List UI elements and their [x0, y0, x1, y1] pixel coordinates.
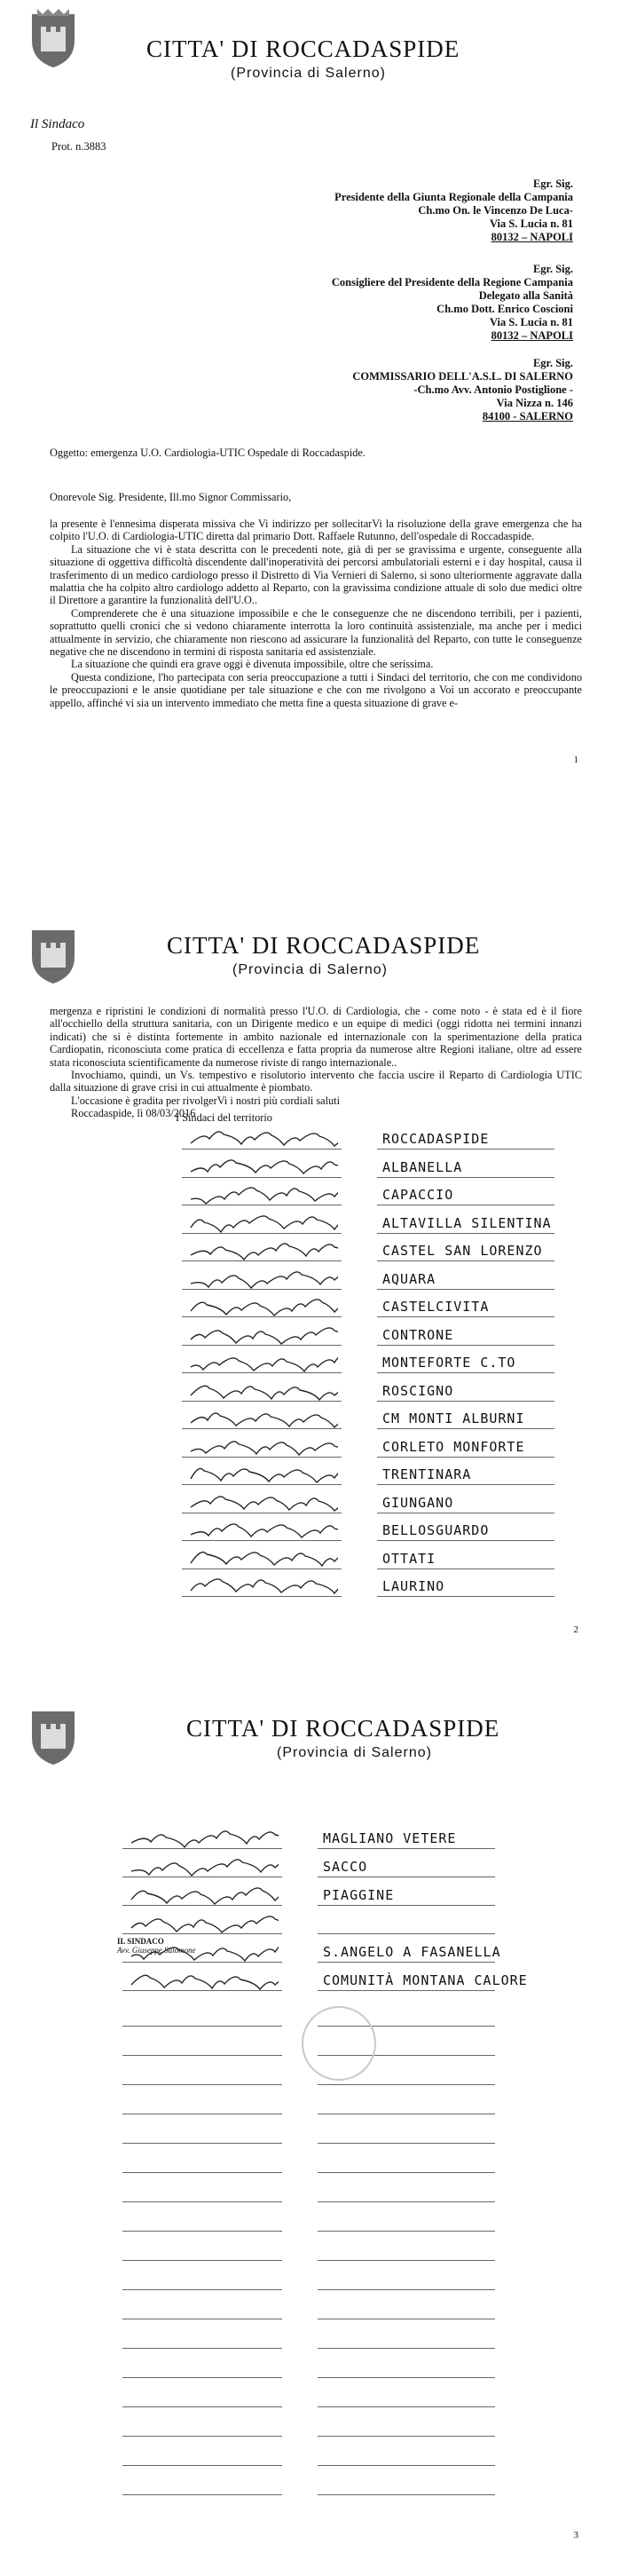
town-name: LAURINO — [382, 1578, 445, 1594]
signature-row — [122, 1971, 528, 1995]
handwritten-signature-icon — [187, 1409, 338, 1432]
page-3 — [0, 1704, 621, 2565]
town-line — [318, 2465, 495, 2466]
town-name: CASTELCIVITA — [382, 1299, 490, 1315]
signature-line — [122, 2084, 282, 2085]
signature-row — [182, 1353, 554, 1378]
letter-body-page-1: la presente è l'ennesima disperata missiva che Vi indirizzo per sollecitarVi la risoluzione della grave emergenza che ha colpito l'U.O. di Cardiologia-UTIC diretta dal primario Dott. Raffaele Rutunno, dell'ospedale di Roccadaspide. La situazione che vi è stata descritta con le precedenti note, già di per se gravissima e urgente, conseguente alla situazione di oggettiva difficoltà discendente dall'inoperatività dei percorsi ambulatoriali esterni e i day hospital, causa il trasferimento di un medico cardiologo presso il Distretto di Via Vernieri di Salerno, si sono ulteriormente aggravate dalla malattia che ha colpito altro cardiologo addetto al Reparto, con la gravissima condizione attuale di solo due medici oltre il Direttore a garantire la funzionalità dell'U.O.. Comprenderete che è una situazione impossibile e che le conseguenze che ne discendono terribili, per i pazienti, soprattutto quelli cronici che si vedono chiaramente interrotta la loro continuità assistenziale, ma anche per i medici attualmente in servizio, che chiaramente non riescono ad assicurare la funzionalità del Reparto, con tutte le conseguenze negative che ne discendono in termini di risposta sanitaria ed assistenziale. La situazione che quindi era grave oggi è divenuta impossibile, oltre che serissima. Questa condizione, l'ho partecipata con seria preoccupazione a tutti i Sindaci del territorio, che con me condividono le preoccupazioni e le ansie quotidiane per tale situazione e che con me rivolgono a Voi un accorato e preoccupante appello, affinché vi sia un intervento immediato che metta fine a questa situazione di grave e- — [50, 518, 582, 709]
handwritten-signature-icon — [187, 1381, 338, 1404]
town-line — [318, 1848, 495, 1849]
handwritten-signature-icon — [187, 1493, 338, 1516]
empty-signature-row — [122, 2299, 495, 2324]
handwritten-signature-icon — [187, 1437, 338, 1460]
letterhead-subtitle: (Provincia di Salerno) — [277, 1745, 432, 1760]
empty-signature-row — [122, 2240, 495, 2265]
page-number: 3 — [573, 2530, 578, 2540]
town-name: CAPACCIO — [382, 1187, 454, 1203]
town-line — [377, 1345, 554, 1346]
town-name: SACCO — [323, 1859, 368, 1875]
signature-line — [122, 2172, 282, 2173]
signature-row — [122, 1857, 495, 1882]
town-line — [318, 2494, 495, 2495]
town-name: BELLOSGUARDO — [382, 1522, 490, 1538]
empty-signature-row — [122, 2065, 495, 2090]
town-line — [377, 1401, 554, 1402]
handwritten-signature-icon — [187, 1353, 338, 1376]
signature-row — [182, 1297, 554, 1322]
handwritten-signature-icon — [187, 1576, 338, 1600]
town-name: MONTEFORTE C.TO — [382, 1355, 516, 1371]
town-line — [318, 2348, 495, 2349]
letterhead-subtitle: (Provincia di Salerno) — [231, 66, 386, 81]
town-line — [318, 2143, 495, 2144]
town-line — [377, 1372, 554, 1373]
empty-signature-row — [122, 2358, 495, 2382]
empty-signature-row — [122, 2475, 495, 2500]
handwritten-signature-icon — [187, 1465, 338, 1488]
signature-line — [122, 2055, 282, 2056]
signature-line — [122, 2377, 282, 2378]
empty-signature-row — [122, 2182, 495, 2207]
signature-line — [122, 2231, 282, 2232]
town-name: ALTAVILLA SILENTINA — [382, 1214, 552, 1231]
signature-row — [182, 1465, 554, 1489]
signature-row — [182, 1381, 554, 1406]
page-number: 2 — [573, 1624, 578, 1635]
handwritten-signature-icon — [187, 1549, 338, 1572]
town-line — [377, 1596, 554, 1597]
signature-row — [182, 1549, 554, 1574]
handwritten-signature-icon — [187, 1521, 338, 1544]
sindaco-label: Il Sindaco — [30, 117, 85, 131]
signature-row — [182, 1158, 554, 1182]
empty-signature-row — [122, 2094, 495, 2119]
town-name: PIAGGINE — [323, 1887, 395, 1903]
signature-row — [182, 1213, 554, 1238]
town-name: COMUNITÀ MONTANA CALORE — [323, 1972, 528, 1988]
handwritten-signature-icon — [128, 1829, 279, 1852]
signature-line — [122, 2348, 282, 2349]
empty-signature-row — [122, 2328, 495, 2353]
handwritten-signature-icon — [187, 1158, 338, 1181]
recipient-2: Egr. Sig. Consigliere del Presidente della Regione Campania Delegato alla Sanità Ch.mo Dott. Enrico Coscioni Via S. Lucia n. 81 80132 – NAPOLI — [331, 263, 573, 342]
signature-row — [182, 1493, 554, 1518]
town-name: CONTRONE — [382, 1326, 454, 1343]
town-crest-icon — [27, 1704, 80, 1766]
town-line — [377, 1149, 554, 1150]
mayors-heading: I Sindaci del territorio — [176, 1111, 272, 1124]
signature-line — [122, 2406, 282, 2407]
town-line — [377, 1484, 554, 1485]
letter-subject: Oggetto: emergenza U.O. Cardiologia-UTIC Ospedale di Roccadaspide. — [50, 446, 366, 459]
town-name: ROSCIGNO — [382, 1382, 454, 1399]
town-name: ALBANELLA — [382, 1158, 463, 1175]
page-2 — [0, 923, 621, 1651]
letterhead-title: CITTA' DI ROCCADASPIDE — [186, 1715, 500, 1742]
page-number: 1 — [573, 755, 578, 765]
town-line — [318, 2260, 495, 2261]
town-crest-icon — [27, 7, 80, 69]
signature-line — [122, 2436, 282, 2437]
signature-row — [182, 1269, 554, 1294]
empty-signature-row — [122, 2153, 495, 2177]
town-line — [377, 1289, 554, 1290]
page-1 — [0, 0, 621, 799]
letterhead-title: CITTA' DI ROCCADASPIDE — [167, 932, 481, 959]
signature-row — [122, 1829, 495, 1853]
signature-row — [182, 1325, 554, 1350]
signature-row — [182, 1241, 554, 1266]
signature-row — [122, 1914, 495, 1939]
signature-line — [122, 2465, 282, 2466]
town-line — [377, 1177, 554, 1178]
handwritten-signature-icon — [187, 1213, 338, 1237]
empty-signature-row — [122, 2446, 495, 2470]
town-line — [318, 2377, 495, 2378]
handwritten-signature-icon — [187, 1269, 338, 1292]
signature-line — [122, 2260, 282, 2261]
town-line — [377, 1233, 554, 1234]
town-line — [377, 1457, 554, 1458]
town-name: ROCCADASPIDE — [382, 1131, 490, 1147]
signature-line — [122, 2201, 282, 2202]
town-name: MAGLIANO VETERE — [323, 1830, 457, 1846]
handwritten-signature-icon — [187, 1325, 338, 1348]
town-line — [318, 2436, 495, 2437]
empty-signature-row — [122, 2211, 495, 2236]
town-line — [318, 1962, 495, 1963]
town-name: CORLETO MONFORTE — [382, 1438, 525, 1455]
municipal-seal-icon — [302, 2006, 376, 2081]
town-name: GIUNGANO — [382, 1494, 454, 1511]
signature-row — [182, 1576, 554, 1601]
handwritten-signature-icon — [128, 1914, 279, 1937]
signature-row — [182, 1437, 554, 1462]
recipient-1: Egr. Sig. Presidente della Giunta Regionale della Campania Ch.mo On. le Vincenzo De Luca- Via S. Lucia n. 81 80132 – NAPOLI — [334, 178, 573, 243]
empty-signature-row — [122, 2387, 495, 2412]
handwritten-signature-icon — [187, 1297, 338, 1320]
handwritten-signature-icon — [187, 1241, 338, 1264]
town-line — [318, 2084, 495, 2085]
handwritten-signature-icon — [128, 1857, 279, 1880]
signature-row — [182, 1521, 554, 1545]
town-line — [318, 1905, 495, 1906]
empty-signature-row — [122, 2416, 495, 2441]
letterhead-title: CITTA' DI ROCCADASPIDE — [146, 36, 460, 62]
signature-line — [122, 2026, 282, 2027]
sindaco-stamp: IL SINDACO Avv. Giuseppe Salomone — [117, 1937, 196, 1955]
signature-row — [182, 1409, 554, 1434]
town-name: CASTEL SAN LORENZO — [382, 1243, 543, 1259]
town-name: AQUARA — [382, 1270, 436, 1287]
town-name: CM MONTI ALBURNI — [382, 1410, 525, 1426]
town-line — [318, 2231, 495, 2232]
town-line — [377, 1316, 554, 1317]
handwritten-signature-icon — [187, 1129, 338, 1152]
town-crest-icon — [27, 923, 80, 985]
town-line — [318, 1933, 495, 1934]
letter-salutation: Onorevole Sig. Presidente, Ill.mo Signor Commissario, — [50, 491, 292, 503]
empty-signature-row — [122, 2123, 495, 2148]
town-line — [377, 1260, 554, 1261]
signature-row — [182, 1185, 554, 1210]
empty-signature-row — [122, 2270, 495, 2295]
letterhead-subtitle: (Provincia di Salerno) — [232, 962, 388, 977]
town-name: OTTATI — [382, 1550, 436, 1567]
handwritten-signature-icon — [128, 1885, 279, 1908]
signature-row — [122, 1885, 495, 1910]
town-line — [318, 2201, 495, 2202]
signature-line — [122, 2143, 282, 2144]
town-line — [318, 2172, 495, 2173]
recipient-3: Egr. Sig. COMMISSARIO DELL'A.S.L. DI SALERNO -Ch.mo Avv. Antonio Postiglione - Via Nizza n. 146 84100 - SALERNO — [352, 357, 573, 423]
handwritten-signature-icon — [128, 1971, 279, 1994]
town-line — [377, 1540, 554, 1541]
town-line — [377, 1428, 554, 1429]
town-name: TRENTINARA — [382, 1466, 472, 1482]
town-line — [318, 1990, 495, 1991]
signature-line — [122, 2494, 282, 2495]
protocol-number: Prot. n.3883 — [51, 140, 106, 153]
signature-row — [182, 1129, 554, 1154]
signature-line — [122, 2289, 282, 2290]
town-line — [318, 2406, 495, 2407]
town-name: S.ANGELO A FASANELLA — [323, 1944, 501, 1960]
handwritten-signature-icon — [187, 1185, 338, 1208]
town-line — [318, 2289, 495, 2290]
letter-body-page-2: mergenza e ripristini le condizioni di normalità presso l'U.O. di Cardiologia, che - come noto - è stata ed è il fiore all'occhiello della struttura sanitaria, con un Dirigente medico e un equipe di medici (oggi ridotta nei termini innanzi indicati) che si è distinta fortemente in ambito nazionale ed internazionale con la sperimentazione della pratica Cardiopatin, riconosciuta come pratica di eccellenza e fatta propria da numerose altre Regioni italiane, oltre ad essere stata riconosciuta scientificamente da numerose riviste di rango internazionale.. Invochiamo, quindi, un Vs. tempestivo e risolutorio intervento che faccia uscire il Reparto di Cardiologia UTIC dalla situazione di grave crisi in cui attualmente è piombato. L'occasione è gradita per rivolgerVi i nostri più cordiali saluti Roccadaspide, lì 08/03/2016 — [50, 1005, 582, 1120]
